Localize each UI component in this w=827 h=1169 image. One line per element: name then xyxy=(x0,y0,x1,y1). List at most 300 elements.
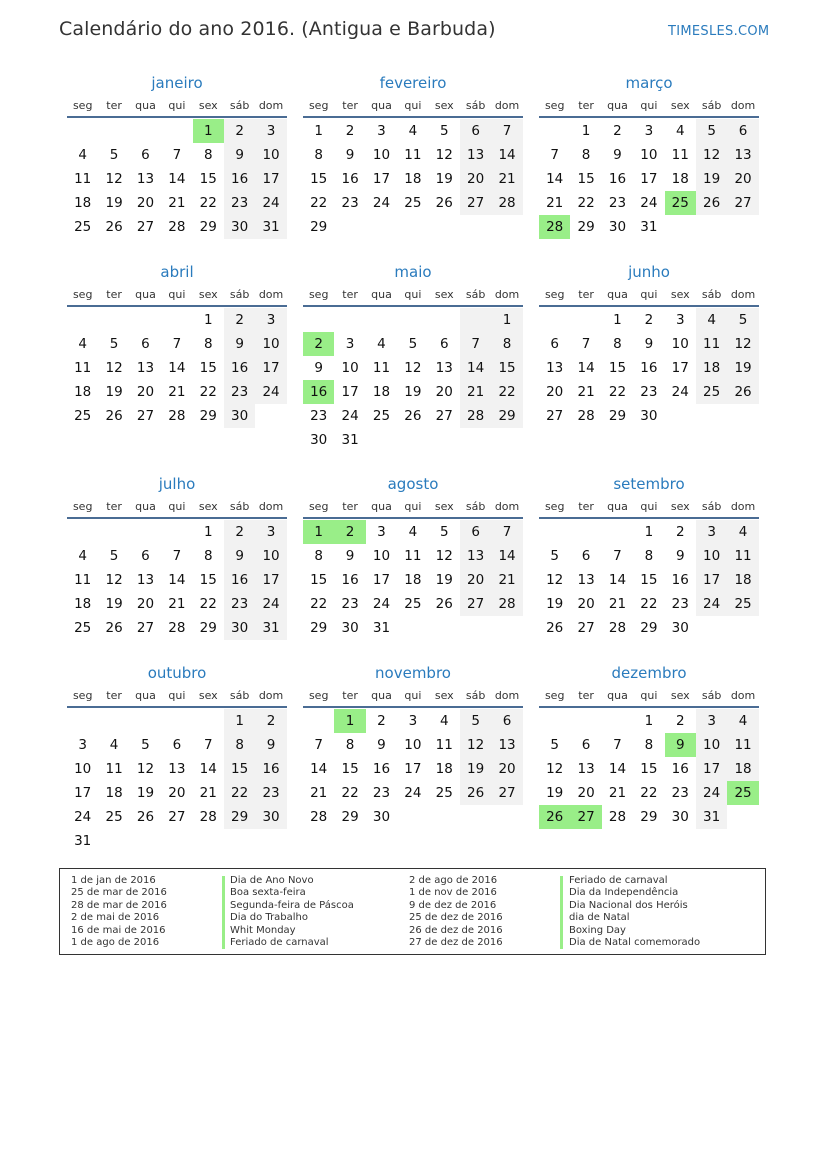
day-cell: 15 xyxy=(224,757,255,781)
day-cell: 23 xyxy=(341,195,359,211)
day-cell: 3 xyxy=(377,123,386,139)
day-cell: 7 xyxy=(491,119,522,143)
day-cell: 21 xyxy=(546,195,564,211)
day-cell: 13 xyxy=(727,143,758,167)
day-cell: 30 xyxy=(224,404,255,428)
day-cell: 2 xyxy=(613,123,622,139)
legend-date: 25 de dez de 2016 xyxy=(409,912,503,924)
day-cell: 9 xyxy=(224,143,255,167)
day-cell: 13 xyxy=(136,572,155,588)
weekday-label: seg xyxy=(308,688,329,702)
day-cell: 14 xyxy=(546,171,564,187)
day-cell: 14 xyxy=(608,761,627,777)
legend-names-column xyxy=(569,875,700,949)
day-cell: 9 xyxy=(314,360,323,376)
day-cell: 18 xyxy=(696,356,727,380)
weekday-label: ter xyxy=(106,499,122,513)
month-name: julho xyxy=(158,475,196,493)
day-cell: 31 xyxy=(255,616,286,640)
days-grid xyxy=(67,709,287,853)
weekday-header xyxy=(67,495,287,519)
month-julho xyxy=(67,473,287,640)
weekday-label: qua xyxy=(607,287,628,301)
days-grid xyxy=(539,709,759,829)
weekday-label: ter xyxy=(106,287,122,301)
day-cell: 21 xyxy=(310,785,328,801)
day-cell: 23 xyxy=(341,596,359,612)
day-cell: 10 xyxy=(640,147,658,163)
day-cell: 26 xyxy=(435,195,453,211)
legend-date: 28 de mar de 2016 xyxy=(71,899,167,911)
day-cell: 20 xyxy=(136,596,155,612)
day-cell: 22 xyxy=(608,384,627,400)
day-cell: 13 xyxy=(136,360,155,376)
day-cell: 6 xyxy=(727,119,758,143)
day-cell: 5 xyxy=(141,737,150,753)
day-cell: 3 xyxy=(255,520,286,544)
day-cell: 8 xyxy=(224,733,255,757)
holiday-day-cell: 28 xyxy=(539,215,570,239)
day-cell: 20 xyxy=(460,167,491,191)
legend-date: 1 de jan de 2016 xyxy=(71,875,156,886)
weekday-label: ter xyxy=(106,98,122,112)
day-cell: 8 xyxy=(314,548,323,564)
day-cell: 11 xyxy=(74,171,92,187)
weekday-label: qui xyxy=(640,287,658,301)
weekday-label: ter xyxy=(578,688,594,702)
day-cell: 6 xyxy=(491,709,522,733)
day-cell: 30 xyxy=(224,616,255,640)
day-cell: 20 xyxy=(435,384,453,400)
month-junho xyxy=(539,261,759,428)
day-cell: 8 xyxy=(203,336,213,352)
day-cell: 30 xyxy=(224,215,255,239)
day-cell: 27 xyxy=(168,809,186,825)
day-cell: 21 xyxy=(168,384,186,400)
day-cell: 17 xyxy=(255,167,286,191)
day-cell: 25 xyxy=(74,219,92,235)
day-cell: 28 xyxy=(577,408,595,424)
day-cell: 7 xyxy=(491,520,522,544)
month-novembro xyxy=(303,662,523,829)
empty-cell xyxy=(602,709,633,733)
day-cell: 18 xyxy=(404,171,422,187)
legend-date: 26 de dez de 2016 xyxy=(409,924,503,936)
day-cell: 3 xyxy=(255,308,286,332)
day-cell: 15 xyxy=(199,360,217,376)
day-cell: 4 xyxy=(109,737,119,753)
day-cell: 5 xyxy=(109,336,119,352)
day-cell: 7 xyxy=(460,332,491,356)
day-cell: 1 xyxy=(491,308,522,332)
month-name: fevereiro xyxy=(379,74,447,92)
day-cell: 25 xyxy=(74,620,92,636)
weekday-label: dom xyxy=(730,287,756,301)
legend-holiday-name: Dia Nacional dos Heróis xyxy=(569,899,688,911)
day-cell: 26 xyxy=(105,219,123,235)
days-grid xyxy=(303,709,523,829)
day-cell: 1 xyxy=(224,709,255,733)
legend-date: 16 de mai de 2016 xyxy=(71,924,166,936)
day-cell: 28 xyxy=(168,620,186,636)
month-name: abril xyxy=(160,263,194,281)
legend-names-column xyxy=(230,875,354,949)
day-cell: 27 xyxy=(136,620,155,636)
day-cell: 17 xyxy=(404,761,422,777)
day-cell: 3 xyxy=(408,713,418,729)
legend-holiday-name: Segunda-feira de Páscoa xyxy=(230,899,354,911)
day-cell: 19 xyxy=(727,356,758,380)
day-cell: 2 xyxy=(224,520,255,544)
day-cell: 10 xyxy=(372,147,391,163)
empty-cell xyxy=(539,709,570,733)
day-cell: 3 xyxy=(644,123,654,139)
day-cell: 28 xyxy=(491,592,522,616)
day-cell: 27 xyxy=(136,219,155,235)
day-cell: 1 xyxy=(613,312,622,328)
day-cell: 26 xyxy=(404,408,422,424)
day-cell: 6 xyxy=(460,520,491,544)
day-cell: 14 xyxy=(199,761,217,777)
legend-date: 1 de ago de 2016 xyxy=(71,936,160,948)
day-cell: 22 xyxy=(310,596,328,612)
day-cell: 21 xyxy=(608,785,627,801)
day-cell: 11 xyxy=(727,544,758,568)
day-cell: 4 xyxy=(78,147,87,163)
day-cell: 12 xyxy=(546,761,564,777)
day-cell: 8 xyxy=(644,737,654,753)
month-janeiro xyxy=(67,72,287,239)
day-cell: 22 xyxy=(224,781,255,805)
weekday-label: qui xyxy=(168,499,186,513)
holiday-day-cell: 1 xyxy=(193,119,224,143)
day-cell: 15 xyxy=(640,572,658,588)
day-cell: 26 xyxy=(136,809,155,825)
day-cell: 10 xyxy=(671,336,689,352)
holiday-day-cell: 16 xyxy=(303,380,334,404)
weekday-label: dom xyxy=(258,499,284,513)
day-cell: 14 xyxy=(577,360,595,376)
month-outubro xyxy=(67,662,287,853)
day-cell: 30 xyxy=(608,219,627,235)
day-cell: 11 xyxy=(74,360,92,376)
legend-holiday-name: Feriado de carnaval xyxy=(230,936,329,948)
day-cell: 19 xyxy=(136,785,155,801)
weekday-label: dom xyxy=(730,499,756,513)
day-cell: 8 xyxy=(203,147,213,163)
empty-cell xyxy=(161,520,192,544)
weekday-label: sex xyxy=(670,287,690,301)
weekday-label: qua xyxy=(371,688,392,702)
month-name: maio xyxy=(394,263,432,281)
day-cell: 29 xyxy=(199,408,217,424)
day-cell: 31 xyxy=(341,432,359,448)
day-cell: 30 xyxy=(310,432,328,448)
day-cell: 14 xyxy=(310,761,328,777)
day-cell: 12 xyxy=(546,572,564,588)
day-cell: 4 xyxy=(408,524,418,540)
day-cell: 14 xyxy=(460,356,491,380)
day-cell: 10 xyxy=(696,544,727,568)
day-cell: 1 xyxy=(314,123,323,139)
weekday-label: dom xyxy=(494,688,520,702)
weekday-label: qui xyxy=(404,688,422,702)
day-cell: 16 xyxy=(671,572,689,588)
day-cell: 25 xyxy=(404,596,422,612)
day-cell: 18 xyxy=(372,384,391,400)
day-cell: 6 xyxy=(581,737,591,753)
empty-cell xyxy=(303,308,334,332)
days-grid xyxy=(67,308,287,428)
day-cell: 15 xyxy=(310,572,328,588)
weekday-label: sex xyxy=(434,98,454,112)
weekday-label: sex xyxy=(434,499,454,513)
day-cell: 25 xyxy=(74,408,92,424)
day-cell: 18 xyxy=(74,596,92,612)
day-cell: 29 xyxy=(640,809,658,825)
day-cell: 28 xyxy=(491,191,522,215)
day-cell: 16 xyxy=(341,572,359,588)
weekday-label: sex xyxy=(670,499,690,513)
weekday-label: seg xyxy=(72,98,93,112)
weekday-header xyxy=(539,283,759,307)
day-cell: 3 xyxy=(675,312,685,328)
empty-cell xyxy=(570,520,601,544)
day-cell: 2 xyxy=(675,524,685,540)
day-cell: 29 xyxy=(640,620,658,636)
days-grid xyxy=(303,308,523,452)
day-cell: 27 xyxy=(577,620,595,636)
weekday-label: qui xyxy=(640,688,658,702)
legend-date: 2 de mai de 2016 xyxy=(71,912,160,924)
legend-holiday-name: dia de Natal xyxy=(569,912,630,924)
weekday-label: dom xyxy=(494,287,520,301)
day-cell: 12 xyxy=(105,360,123,376)
weekday-header xyxy=(539,684,759,708)
day-cell: 24 xyxy=(640,195,658,211)
day-cell: 23 xyxy=(671,785,689,801)
month-name: setembro xyxy=(613,475,685,493)
holiday-day-cell: 2 xyxy=(334,520,365,544)
day-cell: 8 xyxy=(345,737,355,753)
legend-holiday-name: Feriado de carnaval xyxy=(569,875,668,886)
day-cell: 4 xyxy=(727,520,758,544)
empty-cell xyxy=(539,520,570,544)
day-cell: 7 xyxy=(550,147,559,163)
day-cell: 16 xyxy=(372,761,391,777)
weekday-header xyxy=(67,684,287,708)
day-cell: 13 xyxy=(460,544,491,568)
legend-date: 1 de nov de 2016 xyxy=(409,887,497,899)
empty-cell xyxy=(602,520,633,544)
day-cell: 17 xyxy=(255,356,286,380)
weekday-label: sex xyxy=(434,287,454,301)
day-cell: 5 xyxy=(696,119,727,143)
day-cell: 21 xyxy=(199,785,217,801)
day-cell: 16 xyxy=(671,761,689,777)
day-cell: 17 xyxy=(696,568,727,592)
day-cell: 5 xyxy=(550,548,559,564)
legend-date: 9 de dez de 2016 xyxy=(409,899,497,911)
day-cell: 4 xyxy=(439,713,449,729)
day-cell: 5 xyxy=(439,123,449,139)
day-cell: 30 xyxy=(372,809,391,825)
day-cell: 8 xyxy=(581,147,591,163)
page-title: Calendário do ano 2016. (Antigua e Barbuda) xyxy=(59,18,496,40)
weekday-label: ter xyxy=(578,287,594,301)
day-cell: 10 xyxy=(74,761,92,777)
day-cell: 28 xyxy=(168,219,186,235)
day-cell: 1 xyxy=(203,312,213,328)
day-cell: 18 xyxy=(74,195,92,211)
day-cell: 19 xyxy=(546,596,564,612)
day-cell: 2 xyxy=(644,312,654,328)
day-cell: 29 xyxy=(199,620,217,636)
day-cell: 9 xyxy=(644,336,654,352)
day-cell: 22 xyxy=(491,380,522,404)
legend-dates-column xyxy=(409,875,503,949)
day-cell: 12 xyxy=(105,572,123,588)
day-cell: 21 xyxy=(577,384,595,400)
day-cell: 4 xyxy=(78,548,87,564)
empty-cell xyxy=(539,308,570,332)
day-cell: 23 xyxy=(255,781,286,805)
weekday-label: qua xyxy=(371,287,392,301)
day-cell: 26 xyxy=(696,191,727,215)
holiday-day-cell: 1 xyxy=(334,709,365,733)
day-cell: 19 xyxy=(696,167,727,191)
brand-link[interactable]: TIMESLES.COM xyxy=(668,24,770,39)
weekday-label: ter xyxy=(106,688,122,702)
weekday-label: seg xyxy=(308,98,329,112)
weekday-label: qua xyxy=(135,98,156,112)
day-cell: 15 xyxy=(310,171,328,187)
day-cell: 24 xyxy=(74,809,92,825)
day-cell: 19 xyxy=(105,384,123,400)
day-cell: 10 xyxy=(255,143,286,167)
weekday-label: sáb xyxy=(229,499,250,513)
day-cell: 27 xyxy=(546,408,564,424)
day-cell: 16 xyxy=(341,171,359,187)
legend-marker-bar xyxy=(222,876,225,949)
legend-holiday-name: Dia do Trabalho xyxy=(230,912,309,924)
weekday-label: qua xyxy=(371,98,392,112)
weekday-label: sex xyxy=(670,688,690,702)
weekday-label: sex xyxy=(198,287,218,301)
weekday-label: qui xyxy=(640,98,658,112)
weekday-header xyxy=(303,495,523,519)
weekday-label: seg xyxy=(544,688,565,702)
day-cell: 20 xyxy=(491,757,522,781)
weekday-header xyxy=(303,283,523,307)
empty-cell xyxy=(193,709,224,733)
day-cell: 5 xyxy=(460,709,491,733)
weekday-label: dom xyxy=(258,98,284,112)
weekday-label: seg xyxy=(544,98,565,112)
day-cell: 27 xyxy=(435,408,453,424)
day-cell: 6 xyxy=(141,548,150,564)
day-cell: 9 xyxy=(345,548,355,564)
day-cell: 12 xyxy=(435,548,453,564)
month-name: novembro xyxy=(375,664,451,682)
day-cell: 12 xyxy=(696,143,727,167)
empty-cell xyxy=(98,308,129,332)
day-cell: 22 xyxy=(310,195,328,211)
day-cell: 5 xyxy=(550,737,559,753)
day-cell: 24 xyxy=(255,380,286,404)
day-cell: 6 xyxy=(141,147,150,163)
day-cell: 23 xyxy=(310,408,328,424)
day-cell: 5 xyxy=(439,524,449,540)
day-cell: 29 xyxy=(224,805,255,829)
legend-holiday-name: Boxing Day xyxy=(569,924,626,936)
day-cell: 16 xyxy=(224,568,255,592)
day-cell: 20 xyxy=(577,785,595,801)
day-cell: 6 xyxy=(581,548,591,564)
day-cell: 9 xyxy=(345,147,355,163)
day-cell: 20 xyxy=(727,167,758,191)
day-cell: 18 xyxy=(727,757,758,781)
day-cell: 30 xyxy=(255,805,286,829)
weekday-label: dom xyxy=(730,688,756,702)
day-cell: 13 xyxy=(491,733,522,757)
day-cell: 23 xyxy=(671,596,689,612)
day-cell: 17 xyxy=(255,568,286,592)
day-cell: 27 xyxy=(727,191,758,215)
day-cell: 19 xyxy=(404,384,422,400)
day-cell: 19 xyxy=(546,785,564,801)
day-cell: 30 xyxy=(671,620,689,636)
day-cell: 4 xyxy=(408,123,418,139)
day-cell: 22 xyxy=(640,596,658,612)
weekday-label: sex xyxy=(198,98,218,112)
weekday-label: seg xyxy=(72,688,93,702)
day-cell: 13 xyxy=(577,761,595,777)
day-cell: 6 xyxy=(439,336,449,352)
day-cell: 27 xyxy=(136,408,155,424)
day-cell: 21 xyxy=(460,380,491,404)
day-cell: 13 xyxy=(577,572,595,588)
day-cell: 3 xyxy=(78,737,87,753)
empty-cell xyxy=(570,709,601,733)
empty-cell xyxy=(98,520,129,544)
day-cell: 16 xyxy=(255,757,286,781)
day-cell: 17 xyxy=(696,757,727,781)
day-cell: 2 xyxy=(345,123,355,139)
empty-cell xyxy=(429,308,460,332)
day-cell: 19 xyxy=(460,757,491,781)
day-cell: 26 xyxy=(105,408,123,424)
day-cell: 11 xyxy=(372,360,391,376)
day-cell: 17 xyxy=(640,171,658,187)
weekday-label: qui xyxy=(168,287,186,301)
day-cell: 23 xyxy=(608,195,627,211)
weekday-label: sáb xyxy=(701,98,722,112)
day-cell: 21 xyxy=(168,195,186,211)
empty-cell xyxy=(397,308,428,332)
day-cell: 31 xyxy=(255,215,286,239)
legend-holiday-name: Dia da Independência xyxy=(569,887,679,899)
day-cell: 4 xyxy=(727,709,758,733)
empty-cell xyxy=(539,119,570,143)
day-cell: 9 xyxy=(224,544,255,568)
month-dezembro xyxy=(539,662,759,829)
day-cell: 30 xyxy=(671,809,689,825)
day-cell: 31 xyxy=(74,833,92,849)
day-cell: 18 xyxy=(671,171,689,187)
day-cell: 16 xyxy=(224,167,255,191)
day-cell: 25 xyxy=(435,785,453,801)
